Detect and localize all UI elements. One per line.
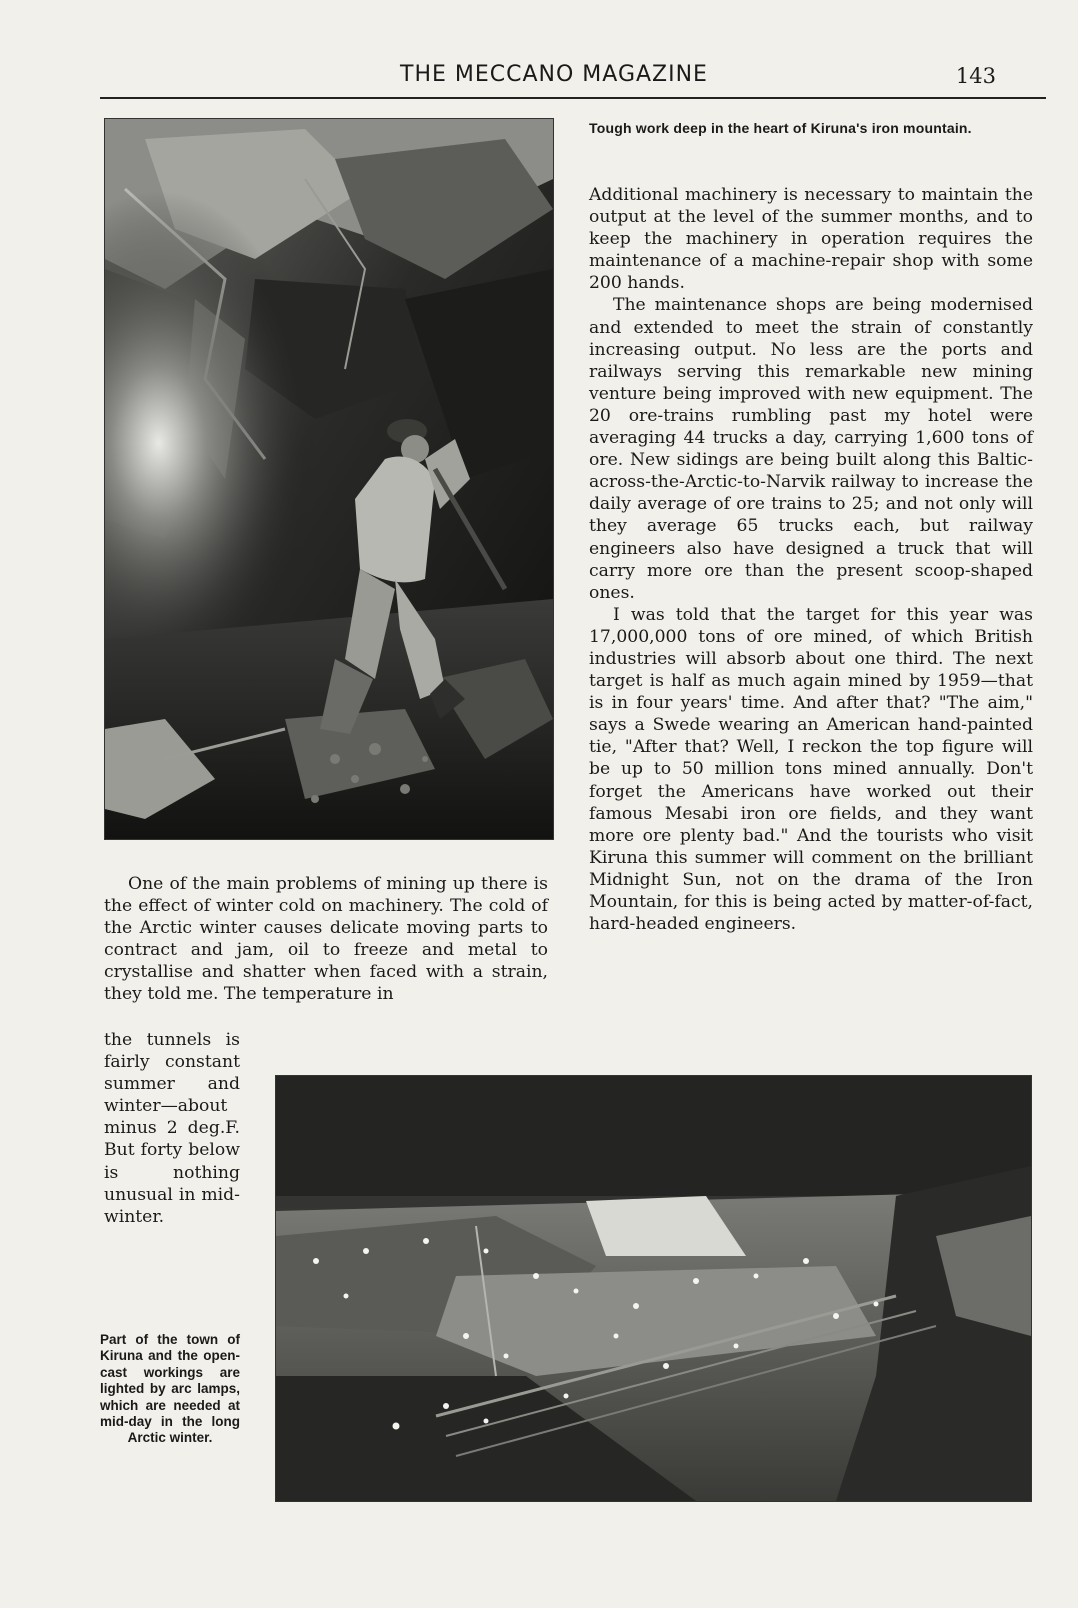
paragraph: the tunnels is fairly constant summer and winter—about minus 2 deg.F. But forty below is nothing unusual in mid-winter. <box>104 1030 240 1227</box>
paragraph: One of the main problems of mining up there is the effect of winter cold on machinery. The cold of the Arctic winter causes delicate moving parts to contract and jam, oil to freeze and metal to crystallise and shatter when faced with a strain, they told me. The temperature in <box>104 874 548 1005</box>
article-column-right <box>589 184 1033 935</box>
workings-photo-graphic <box>276 1076 1031 1501</box>
miner-photo-graphic <box>105 119 553 839</box>
paragraph: Additional machinery is necessary to maintain the output at the level of the summer months, and to keep the machinery in operation requires the maintenance of a machine-repair shop with some 200 hands. <box>589 185 1033 294</box>
page-header <box>100 62 1046 92</box>
article-column-left <box>104 873 548 1006</box>
page-number: 143 <box>955 64 996 88</box>
photo-miner-in-tunnel <box>104 118 554 840</box>
paragraph: The maintenance shops are being modernised and extended to meet the strain of constantly increasing output. No less are the ports and railways serving this remarkable new mining venture being improved with new equipment. The 20 ore-trains rumbling past my hotel were averaging 44 trucks a day, carrying 1,600 tons of ore. New sidings are being built along this Baltic-across-the-Arctic-to-Narvik railway to increase the daily average of ore trains to 25; and not only will they average 65 trucks each, but railway engineers also have designed a truck that will carry more ore than the present scoop-shaped ones. <box>589 295 1033 603</box>
article-column-narrow <box>104 1029 240 1228</box>
header-rule <box>100 97 1046 99</box>
photo-lit-open-cast-workings <box>275 1075 1032 1502</box>
top-photo-caption: Tough work deep in the heart of Kiruna's iron mountain. <box>589 120 972 136</box>
paragraph: I was told that the target for this year was 17,000,000 tons of ore mined, of which British industries will absorb about one third. The next target is half as much again mined by 1959—that is in four years' time. And after that? "The aim," says a Swede wearing an American hand-painted tie, "After that? Well, I reckon the top figure will be up to 50 million tons mined annually. Don't forget the Americans have worked out their famous Mesabi iron ore fields, and they want more ore plenty bad." And the tourists who visit Kiruna this summer will comment on the brilliant Midnight Sun, not on the drama of the Iron Mountain, for this is being acted by matter-of-fact, hard-headed engineers. <box>589 604 1033 935</box>
magazine-title: THE MECCANO MAGAZINE <box>400 62 708 87</box>
bottom-photo-caption: Part of the town of Kiruna and the open-cast workings are lighted by arc lamps, which are needed at mid-day in the long Arctic winter. <box>100 1332 240 1446</box>
